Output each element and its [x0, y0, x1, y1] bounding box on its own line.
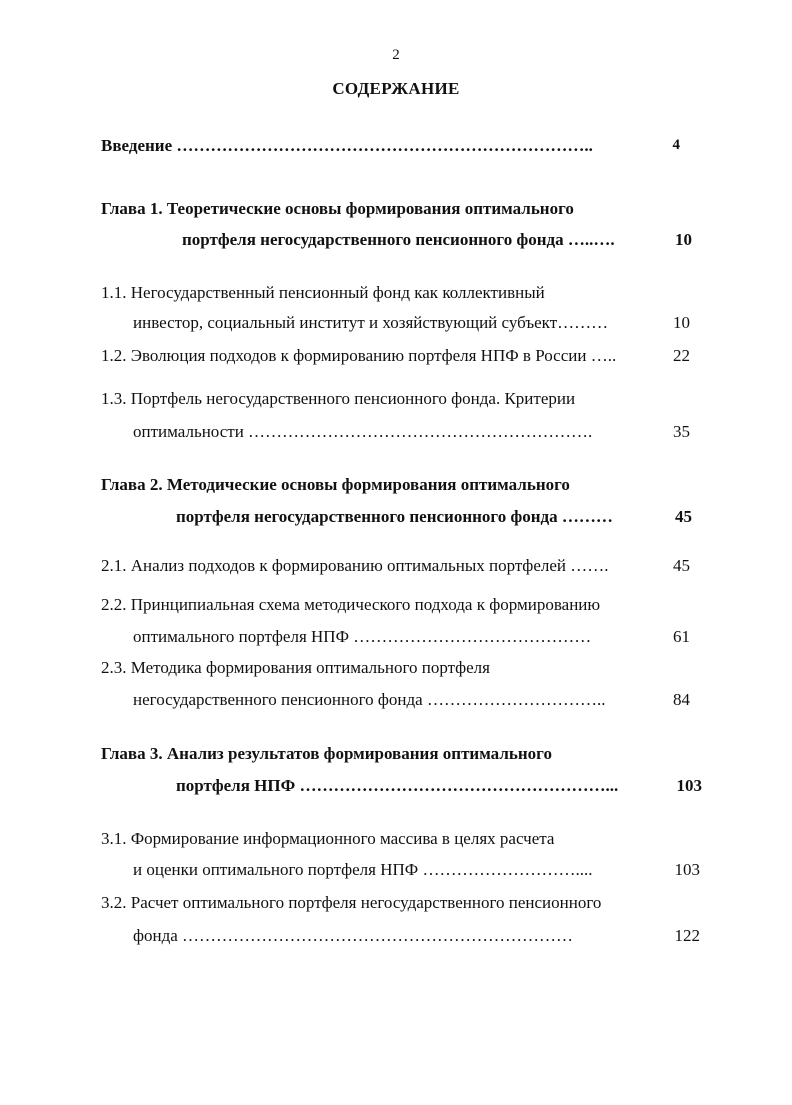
toc-entry-page: 22 — [673, 346, 690, 365]
toc-entry-page: 10 — [675, 230, 692, 249]
toc-entry-line-1: 1.3. Портфель негосударственного пенсионного фонда. Критерии — [101, 389, 576, 408]
toc-entry-line-1: 2.3. Методика формирования оптимального портфеля — [101, 658, 490, 677]
toc-entry-line-2: фонда …………………………………………………………… — [133, 926, 574, 945]
toc-entry-text: Введение ……………………………………………………………….. — [101, 136, 593, 155]
toc-entry-page: 122 — [674, 926, 700, 945]
toc-entry-page: 84 — [673, 690, 690, 709]
toc-entry-line-2: негосударственного пенсионного фонда ………………………….. — [133, 690, 606, 709]
toc-entry-line-1: 3.1. Формирование информационного массива в целях расчета — [101, 829, 555, 848]
toc-entry-line-2: оптимальности ……………………………………………………. — [133, 422, 593, 441]
toc-entry-page: 45 — [675, 507, 692, 526]
toc-entry-line-1: Глава 1. Теоретические основы формирования оптимального — [101, 199, 574, 218]
toc-entry-line-2: портфеля негосударственного пенсионного фонда …..…. — [182, 230, 615, 249]
page-number: 2 — [392, 47, 400, 63]
toc-entry-page: 103 — [674, 860, 700, 879]
toc-entry-page: 4 — [672, 137, 680, 153]
toc-entry-line-2: инвестор, социальный институт и хозяйствующий субъект……… — [133, 313, 609, 332]
toc-entry-line-1: 2.2. Принципиальная схема методического подхода к формированию — [101, 595, 601, 614]
page-title: СОДЕРЖАНИЕ — [332, 79, 460, 98]
toc-entry-line-2: оптимального портфеля НПФ …………………………………… — [133, 627, 592, 646]
toc-entry-line-1: Глава 3. Анализ результатов формирования оптимального — [101, 744, 552, 763]
toc-entry-line-1: 3.2. Расчет оптимального портфеля негосударственного пенсионного — [101, 893, 602, 912]
toc-entry-page: 103 — [676, 776, 702, 795]
toc-entry-page: 35 — [673, 422, 690, 441]
toc-entry-line-1: 1.1. Негосударственный пенсионный фонд как коллективный — [101, 283, 545, 302]
toc-entry-page: 10 — [673, 313, 690, 332]
toc-entry-page: 61 — [673, 627, 690, 646]
toc-entry-line-2: и оценки оптимального портфеля НПФ ……………………….... — [133, 860, 593, 879]
toc-entry-line-2: портфеля НПФ ………………………………………………... — [176, 776, 619, 795]
toc-entry-page: 45 — [673, 556, 690, 575]
toc-entry-line-1: Глава 2. Методические основы формирования оптимального — [101, 475, 570, 494]
toc-entry-line-1: 2.1. Анализ подходов к формированию оптимальных портфелей ……. — [101, 556, 609, 575]
toc-entry-line-1: 1.2. Эволюция подходов к формированию портфеля НПФ в России ….. — [101, 346, 617, 365]
toc-entry-line-2: портфеля негосударственного пенсионного фонда ……… — [176, 507, 613, 526]
